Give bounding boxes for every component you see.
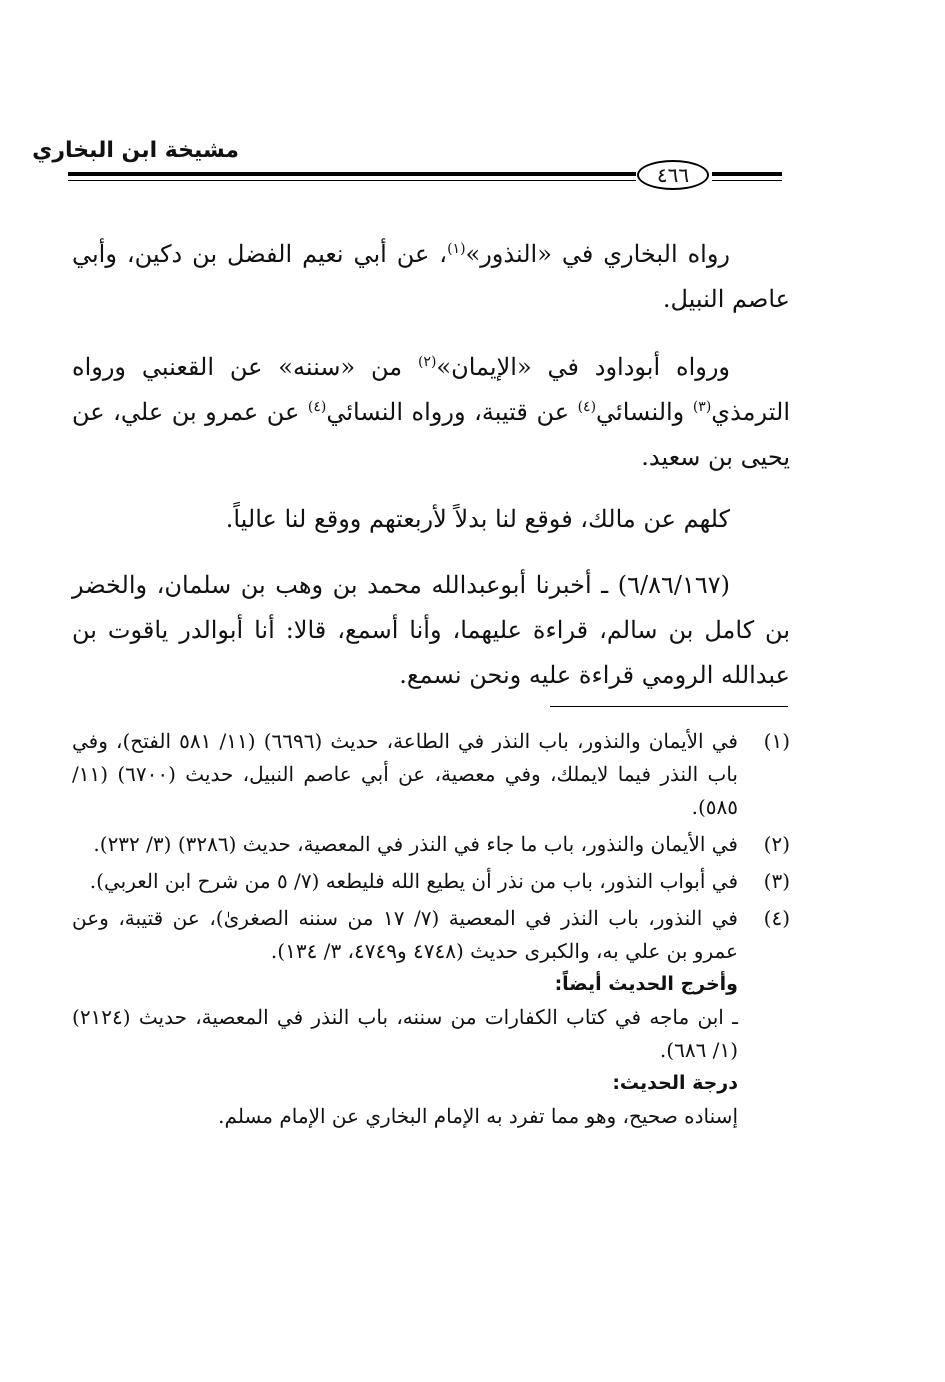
running-header-title: مشيخة ابن البخاري [32,138,239,163]
footnote-ref-1[interactable]: (١) [447,241,466,257]
additional-source-ibn-majah: ـ ابن ماجه في كتاب الكفارات من سننه، باب النذر في المعصية، حديث (٢١٢٤) (١/ ٦٨٦). [72,1005,738,1062]
footnote-ref-2[interactable]: (٢) [417,354,437,370]
paragraph-2-part-a: ورواه أبوداود في «الإيمان» [436,353,731,381]
hadith-grade-text: إسناده صحيح، وهو مما تفرد به الإمام البخاري عن الإمام مسلم. [218,1104,738,1128]
footnotes [72,725,790,1137]
paragraph-2-part-d: عن قتيبة، ورواه النسائي [326,398,578,426]
footnote-text: في النذور، باب النذر في المعصية (٧/ ١٧ من سننه الصغرىٰ)، عن قتيبة، وعن عمرو بن علي به، والكبرى حديث (٤٧٤٨ و٤٧٤٩، ٣/ ١٣٤). [72,906,738,963]
footnote-4 [72,902,790,1133]
hadith-entry-167: (٦/٨٦/١٦٧) ـ أخبرنا أبوعبدالله محمد بن وهب بن سلمان، والخضر بن كامل بن سالم، قراءة عليهما، وأنا أسمع، قالا: أنا أبوالدر ياقوت بن عبدالله الرومي قراءة عليه ونحن نسمع. [72,571,790,689]
header-rule-thick [68,172,636,176]
paragraph-3: كلهم عن مالك، فوقع لنا بدلاً لأربعتهم ووقع لنا عالياً. [225,505,730,533]
paragraph-1 [72,232,790,322]
paragraph-2 [72,345,790,480]
header-rule-thin-right [712,180,782,181]
footnote-ref-3[interactable]: (٣) [692,399,712,415]
paragraph-2-part-b: من «سننه» عن القعنبي ورواه الترمذي [72,353,790,426]
footnote-number: (٣) [763,869,790,893]
paragraph-1-rest: ، عن أبي نعيم الفضل بن دكين، وأبي عاصم النبيل. [72,240,790,313]
footnote-number: (٢) [763,832,790,856]
paragraph-2-part-c: والنسائي [596,398,693,426]
footnote-number: (١) [763,729,790,753]
footnote-ref-4b[interactable]: (٤) [307,399,327,415]
footnote-separator [550,706,788,707]
footnote-body [72,902,738,1133]
hadith-grade-heading: درجة الحديث: [612,1072,738,1094]
header-rule-thick-right [712,172,782,176]
footnote-2 [72,828,790,861]
footnote-text: في الأيمان والنذور، باب النذر في الطاعة، حديث (٦٦٩٦) (١١/ ٥٨١ الفتح)، وفي باب النذر فيما لايملك، وفي معصية، عن أبي عاصم النبيل، حديث (٦٧٠٠) (١١/ ٥٨٥). [72,729,738,819]
paragraph-2-part-e: عن عمرو بن علي، عن يحيى بن سعيد. [72,398,790,471]
footnote-text: في الأيمان والنذور، باب ما جاء في النذر في المعصية، حديث (٣٢٨٦) (٣/ ٢٣٢). [93,832,738,856]
footnote-number: (٤) [763,906,790,930]
footnote-1 [72,725,790,824]
footnote-ref-4a[interactable]: (٤) [577,399,597,415]
additional-sources-heading: وأخرج الحديث أيضاً: [554,973,738,995]
footnote-3 [72,865,790,898]
header-rule-thin [68,180,636,181]
page-number: ٤٦٦ [637,160,709,190]
footnote-text: في أبواب النذور، باب من نذر أن يطيع الله فليطعه (٧/ ٥ من شرح ابن العربي). [89,869,738,893]
paragraph-1-text: رواه البخاري في «النذور» [465,240,730,268]
